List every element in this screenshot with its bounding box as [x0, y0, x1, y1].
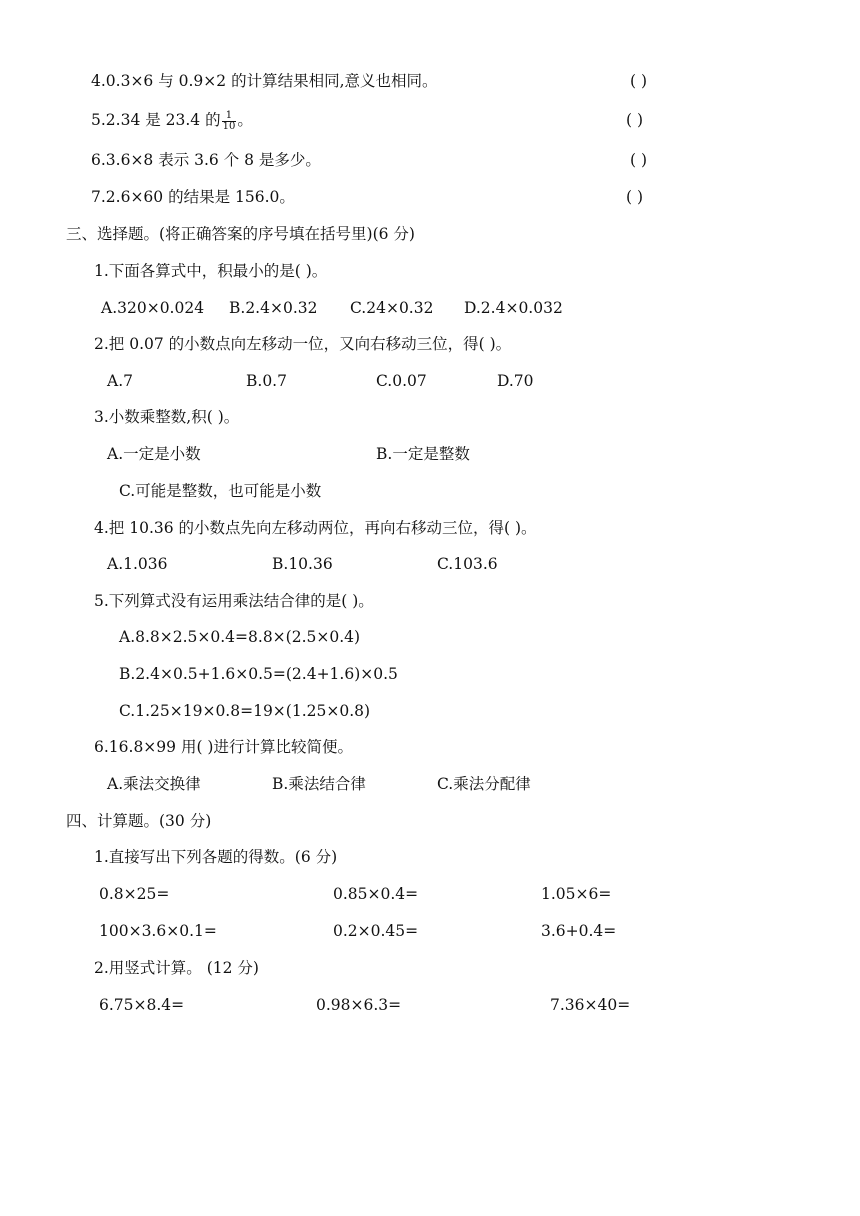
- judge-q5-tail: 。: [237, 111, 253, 129]
- choice-q2-stem: 2.把 0.07 的小数点向左移动一位，又向右移动三位，得( )。: [94, 335, 512, 353]
- vertical-calc-item: 7.36×40=: [550, 996, 631, 1014]
- choice-q1-stem: 1.下面各算式中，积最小的是( )。: [94, 262, 328, 280]
- judge-q7: 7.2.6×60 的结果是 156.0。: [91, 188, 295, 206]
- choice-q4-option-a[interactable]: A.1.036: [107, 555, 168, 573]
- choice-q1-option-d[interactable]: D.2.4×0.032: [464, 299, 563, 317]
- choice-q6-stem: 6.16.8×99 用( )进行计算比较简便。: [94, 738, 353, 756]
- choice-q1-option-b[interactable]: B.2.4×0.32: [229, 299, 318, 317]
- choice-q2-option-c[interactable]: C.0.07: [376, 372, 427, 390]
- choice-q1-option-c[interactable]: C.24×0.32: [350, 299, 434, 317]
- choice-q5-option-a[interactable]: A.8.8×2.5×0.4=8.8×(2.5×0.4): [119, 628, 361, 646]
- choice-q4-option-b[interactable]: B.10.36: [272, 555, 333, 573]
- vertical-calc-item: 0.98×6.3=: [316, 996, 402, 1014]
- calc-part2-title: 2.用竖式计算。 (12 分): [94, 959, 259, 977]
- oral-calc-item: 0.85×0.4=: [333, 885, 419, 903]
- choice-q3-option-b[interactable]: B.一定是整数: [376, 445, 470, 463]
- oral-calc-item: 1.05×6=: [541, 885, 612, 903]
- section3-heading: 三、选择题。(将正确答案的序号填在括号里)(6 分): [66, 225, 415, 243]
- choice-q4-stem: 4.把 10.36 的小数点先向左移动两位，再向右移动三位，得( )。: [94, 519, 537, 537]
- choice-q3-option-c[interactable]: C.可能是整数，也可能是小数: [119, 482, 322, 500]
- fraction-numerator: 1: [222, 111, 237, 122]
- choice-q2-option-b[interactable]: B.0.7: [246, 372, 287, 390]
- calc-part1-title: 1.直接写出下列各题的得数。(6 分): [94, 848, 338, 866]
- oral-calc-item: 0.2×0.45=: [333, 922, 419, 940]
- oral-calc-item: 3.6+0.4=: [541, 922, 617, 940]
- choice-q6-option-b[interactable]: B.乘法结合律: [272, 775, 366, 793]
- choice-q4-option-c[interactable]: C.103.6: [437, 555, 498, 573]
- choice-q2-option-d[interactable]: D.70: [497, 372, 534, 390]
- judge-q6: 6.3.6×8 表示 3.6 个 8 是多少。: [91, 151, 321, 169]
- choice-q6-option-c[interactable]: C.乘法分配律: [437, 775, 531, 793]
- oral-calc-item: 100×3.6×0.1=: [99, 922, 217, 940]
- choice-q1-option-a[interactable]: A.320×0.024: [101, 299, 205, 317]
- answer-paren[interactable]: ( ): [630, 72, 648, 90]
- judge-q5: [91, 109, 253, 132]
- answer-paren[interactable]: ( ): [626, 188, 644, 206]
- answer-paren[interactable]: ( ): [626, 111, 644, 129]
- choice-q5-option-c[interactable]: C.1.25×19×0.8=19×(1.25×0.8): [119, 702, 371, 720]
- choice-q3-stem: 3.小数乘整数,积( )。: [94, 408, 240, 426]
- answer-paren[interactable]: ( ): [630, 151, 648, 169]
- judge-q5-text: 5.2.34 是 23.4 的: [91, 111, 221, 129]
- choice-q5-option-b[interactable]: B.2.4×0.5+1.6×0.5=(2.4+1.6)×0.5: [119, 665, 398, 683]
- choice-q5-stem: 5.下列算式没有运用乘法结合律的是( )。: [94, 592, 374, 610]
- choice-q3-option-a[interactable]: A.一定是小数: [107, 445, 201, 463]
- section4-heading: 四、计算题。(30 分): [66, 812, 212, 830]
- judge-q4: 4.0.3×6 与 0.9×2 的计算结果相同,意义也相同。: [91, 72, 438, 90]
- fraction-denominator: 10: [222, 120, 236, 132]
- oral-calc-item: 0.8×25=: [99, 885, 170, 903]
- fraction: [222, 111, 237, 132]
- vertical-calc-item: 6.75×8.4=: [99, 996, 185, 1014]
- choice-q2-option-a[interactable]: A.7: [107, 372, 133, 390]
- choice-q6-option-a[interactable]: A.乘法交换律: [107, 775, 201, 793]
